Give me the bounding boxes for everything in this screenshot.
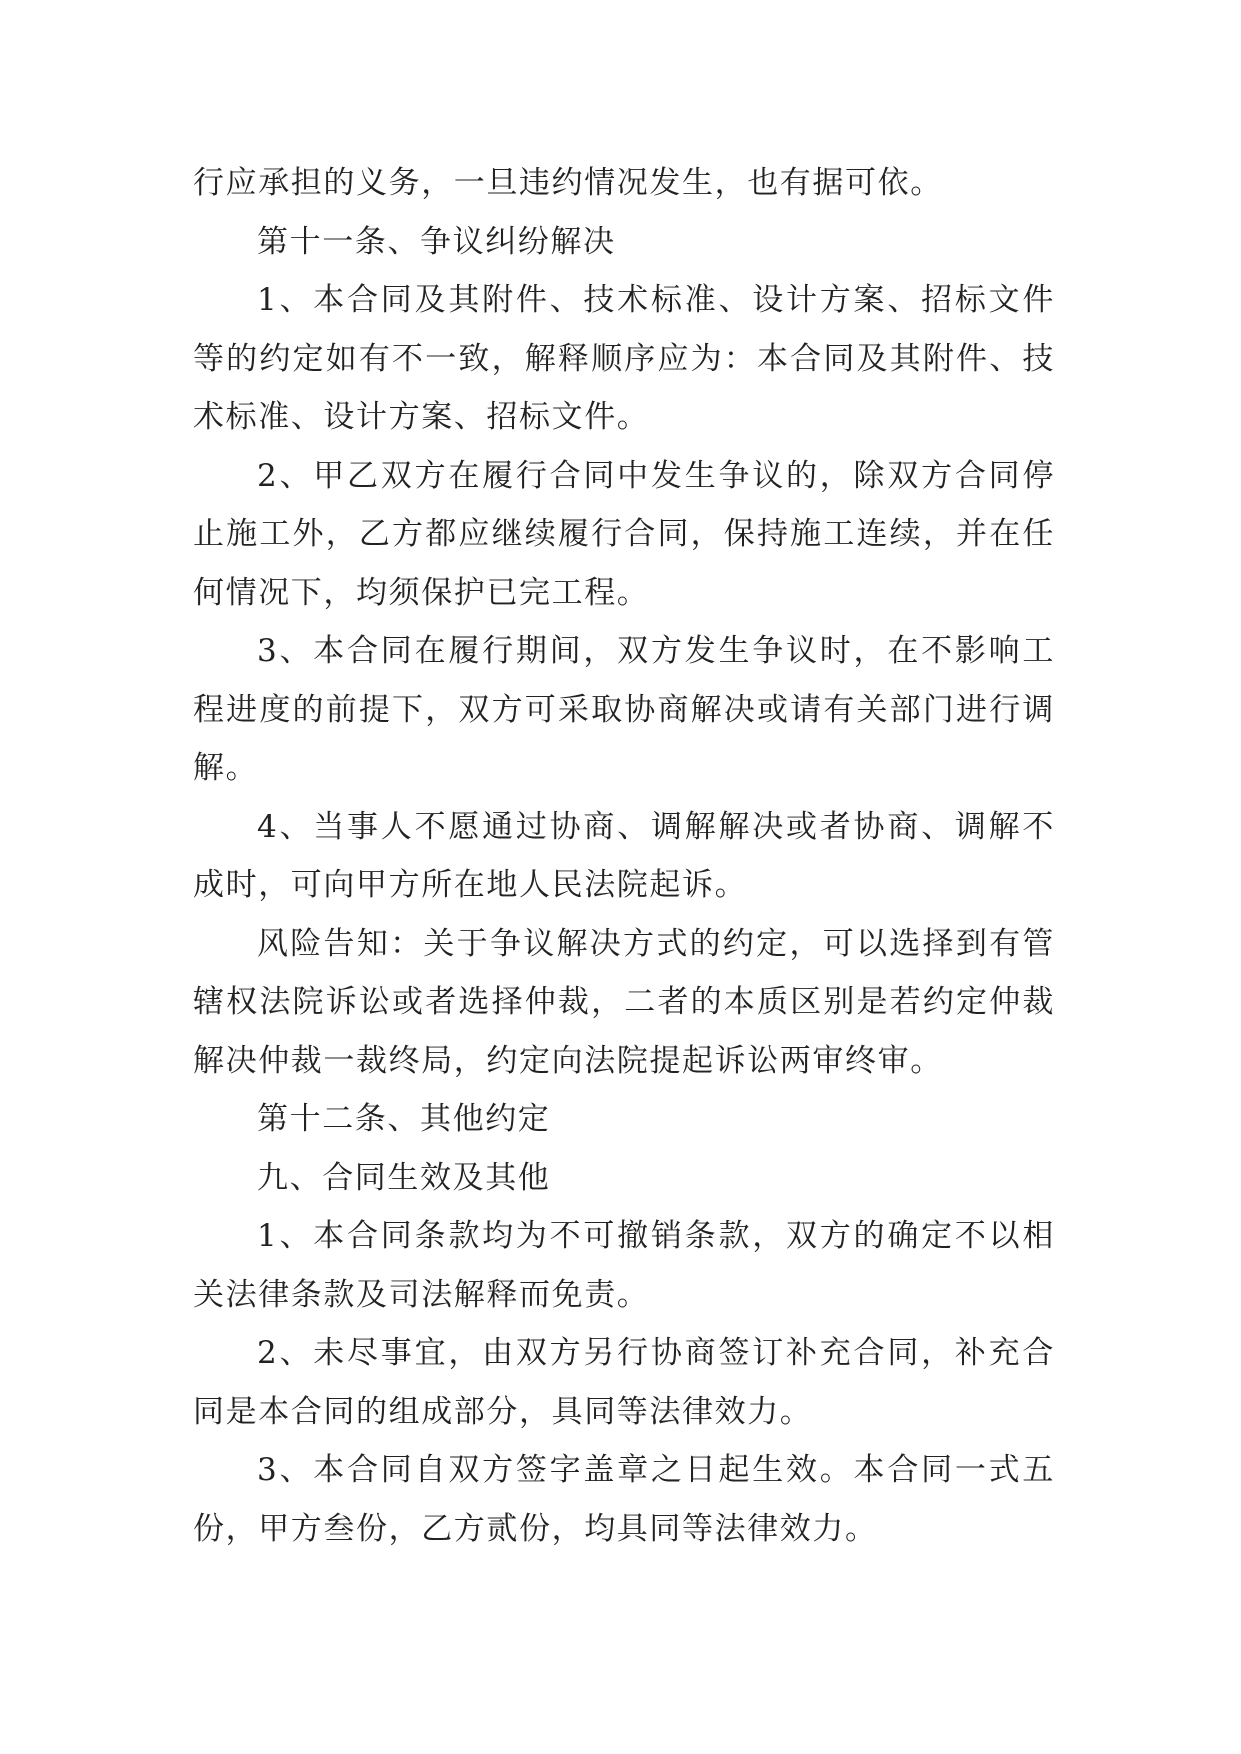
clause-11-3: 3、本合同在履行期间，双方发生争议时，在不影响工程进度的前提下，双方可采取协商解决或请有关部门进行调解。: [193, 633, 1055, 786]
clause-9-3: 3、本合同自双方签字盖章之日起生效。本合同一式五份，甲方叁份，乙方贰份，均具同等法律效力。: [193, 1452, 1055, 1547]
section-heading-article-12: 第十二条、其他约定: [257, 1101, 551, 1137]
clause-11-4: 4、当事人不愿通过协商、调解解决或者协商、调解不成时，可向甲方所在地人民法院起诉。: [193, 808, 1055, 903]
section-heading-article-11: 第十一条、争议纠纷解决: [257, 223, 616, 260]
clause-11-1: 1、本合同及其附件、技术标准、设计方案、招标文件等的约定如有不一致，解释顺序应为：本合同及其附件、技术标准、设计方案、招标文件。: [193, 282, 1055, 435]
clause-9-1: 1、本合同条款均为不可撤销条款，双方的确定不以相关法律条款及司法解释而免责。: [193, 1218, 1055, 1313]
clause-11-2: 2、甲乙双方在履行合同中发生争议的，除双方合同停止施工外，乙方都应继续履行合同，保持施工连续，并在任何情况下，均须保护已完工程。: [193, 457, 1055, 611]
document-body: [193, 154, 1055, 1558]
paragraph-continuation: 行应承担的义务，一旦违约情况发生，也有据可依。: [193, 165, 943, 201]
risk-notice: 风险告知：关于争议解决方式的约定，可以选择到有管辖权法院诉讼或者选择仲裁，二者的本质区别是若约定仲裁解决仲裁一裁终局，约定向法院提起诉讼两审终审。: [193, 925, 1055, 1079]
section-heading-nine: 九、合同生效及其他: [257, 1159, 551, 1196]
clause-9-2: 2、未尽事宜，由双方另行协商签订补充合同，补充合同是本合同的组成部分，具同等法律效力。: [193, 1335, 1055, 1430]
